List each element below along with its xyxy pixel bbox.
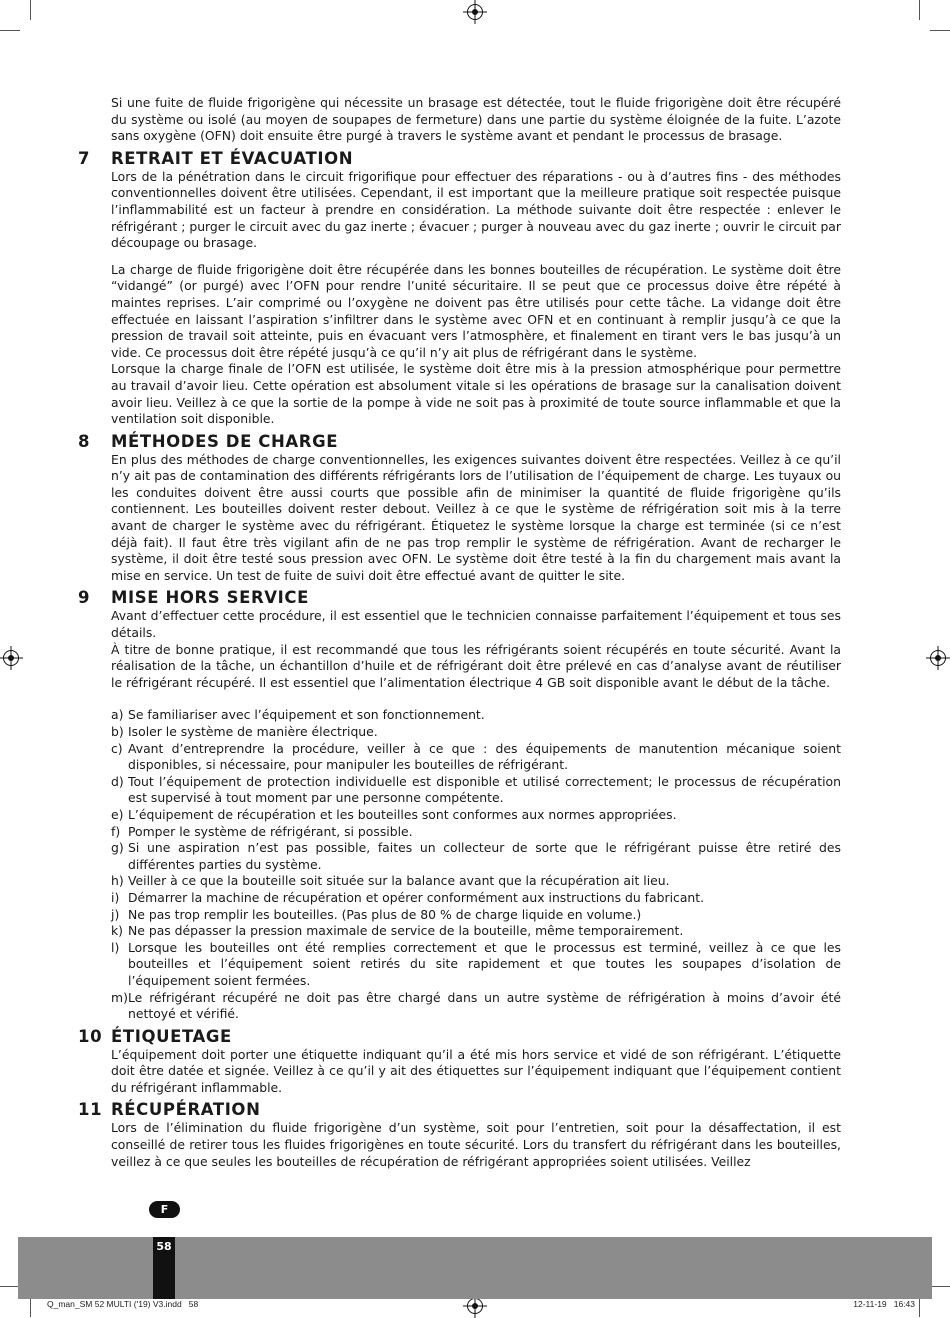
list-marker: l) xyxy=(111,939,120,955)
section-number: 11 xyxy=(78,1100,103,1120)
list-item-text: Ne pas trop remplir les bouteilles. (Pas plus de 80 % de charge liquide en volume.) xyxy=(128,906,642,922)
list-item xyxy=(111,840,841,873)
section-title: ÉTIQUETAGE xyxy=(111,1026,232,1046)
section-title: MÉTHODES DE CHARGE xyxy=(111,431,339,451)
crop-mark xyxy=(919,0,920,20)
section-7-paragraph-2: La charge de fluide frigorigène doit être récupérée dans les bonnes bouteilles de récupération. Le système doit être “vidangé” (or purgé) avec l’OFN pour rendre l’unité sécuritaire. Il se peut que ce processus doive être répété à maintes reprises. L’air comprimé ou l’oxygène ne doivent pas être utilisés pour cette tâche. La vidange doit être effectuée en laissant l’aspiration s’infiltrer dans le système avec OFN et en continuant à remplir jusqu’à ce que la pression de travail soit atteinte, puis en évacuant vers l’atmosphère, et finalement en tirant vers le bas jusqu’à un vide. Ce processus doit être répété jusqu’à ce qu’il n’y ait plus de réfrigérant dans le système. xyxy=(111,261,841,360)
list-marker: j) xyxy=(111,906,120,922)
section-9-paragraph-2: À titre de bonne pratique, il est recommandé que tous les réfrigérants soient récupérés en toute sécurité. Avant la réalisation de la tâche, un échantillon d’huile et de réfrigérant doit être prélevé en cas d’analyse avant de réutiliser le réfrigérant récupéré. Il est essentiel que l’alimentation électrique 4 GB soit disponible avant le début de la tâche. xyxy=(111,641,841,690)
registration-mark-icon xyxy=(3,650,19,666)
list-item xyxy=(111,824,841,841)
list-item xyxy=(111,907,841,924)
list-marker: e) xyxy=(111,806,124,822)
list-item-text: Le réfrigérant récupéré ne doit pas être chargé dans un autre système de réfrigération à moins d’avoir été nettoyé et vérifié. xyxy=(128,989,841,1022)
section-number: 10 xyxy=(78,1026,103,1046)
section-title: MISE HORS SERVICE xyxy=(111,588,309,608)
list-marker: i) xyxy=(111,889,120,905)
list-item-text: Démarrer la machine de récupération et opérer conformément aux instructions du fabricant. xyxy=(128,889,705,905)
list-item-text: Ne pas dépasser la pression maximale de service de la bouteille, même temporairement. xyxy=(128,923,684,939)
list-marker: g) xyxy=(111,840,124,856)
list-marker: k) xyxy=(111,923,124,939)
list-item xyxy=(111,707,841,724)
crop-mark xyxy=(0,30,20,31)
crop-mark xyxy=(30,0,31,20)
page-number: 58 xyxy=(156,1240,172,1253)
section-title: RÉCUPÉRATION xyxy=(111,1100,261,1120)
section-7-paragraph-1: Lors de la pénétration dans le circuit frigorifique pour effectuer des réparations - ou à d’autres fins - des méthodes conventionnelles doivent être utilisées. Cependant, il est important que la meilleure pratique soit respectée puisque l’inflammabilité est un facteur à prendre en considération. La méthode suivante doit être respectée : enlever le réfrigérant ; purger le circuit avec du gaz inerte ; évacuer ; purger à nouveau avec du gaz inerte ; ouvrir le circuit par découpage ou brasage. xyxy=(111,168,841,251)
list-item-text: Avant d’entreprendre la procédure, veiller à ce que : des équipements de manutention mécanique soient disponibles, si nécessaire, pour manipuler les bouteilles de réfrigérant. xyxy=(128,740,841,773)
crop-mark xyxy=(930,1286,950,1287)
section-7-paragraph-3: Lorsque la charge finale de l’OFN est utilisée, le système doit être mis à la pression atmosphérique pour permettre au travail d’avoir lieu. Cette opération est absolument vitale si les opérations de brasage sur la canalisation doivent avoir lieu. Veillez à ce que la sortie de la pompe à vide ne soit pas à proximité de toute source inflammable et que la ventilation soit disponible. xyxy=(111,361,841,427)
crop-mark xyxy=(919,1297,920,1317)
list-item xyxy=(111,940,841,990)
list-item xyxy=(111,873,841,890)
section-heading-11 xyxy=(78,1100,841,1120)
section-heading-7 xyxy=(78,148,841,169)
list-item-text: Isoler le système de manière électrique. xyxy=(128,724,378,739)
list-item-text: Pomper le système de réfrigérant, si possible. xyxy=(128,823,413,839)
list-item-text: Veiller à ce que la bouteille soit située sur la balance avant que la récupération ait lieu. xyxy=(128,873,670,889)
document-body xyxy=(78,95,841,1170)
list-item xyxy=(111,741,841,774)
section-number: 9 xyxy=(78,588,91,608)
section-heading-10 xyxy=(78,1026,841,1047)
list-marker: c) xyxy=(111,740,123,756)
list-marker: h) xyxy=(111,873,124,889)
registration-mark-icon xyxy=(467,1298,483,1314)
list-marker: a) xyxy=(111,707,124,723)
print-slug-timestamp: 12-11-19 16:43 xyxy=(853,1299,915,1309)
list-item xyxy=(111,807,841,824)
list-item-text: L’équipement de récupération et les bouteilles sont conformes aux normes appropriées. xyxy=(128,806,677,822)
list-item xyxy=(111,990,841,1023)
list-item-text: Tout l’équipement de protection individuelle est disponible et utilisé correctement; le processus de récupération est supervisé à tout moment par une personne compétente. xyxy=(128,773,841,806)
crop-mark xyxy=(30,1297,31,1317)
list-item xyxy=(111,923,841,940)
section-9-paragraph-1: Avant d’effectuer cette procédure, il est essentiel que le technicien connaisse parfaitement l’équipement et tous ses détails. xyxy=(111,608,841,641)
list-item xyxy=(111,724,841,741)
step-list xyxy=(111,707,841,1022)
list-item xyxy=(111,774,841,807)
section-heading-8 xyxy=(78,431,841,452)
list-item-text: Lorsque les bouteilles ont été remplies correctement et que le processus est terminé, veillez à ce que les bouteilles et l’équipement soient retirés du site rapidement et que toutes les soupapes d’isolation de l’équipement soient fermées. xyxy=(128,939,841,988)
list-item-text: Si une aspiration n’est pas possible, faites un collecteur de sorte que le réfrigérant puisse être retiré des différentes parties du système. xyxy=(128,840,841,872)
list-marker: d) xyxy=(111,773,124,789)
section-title: RETRAIT ET ÉVACUATION xyxy=(111,148,354,168)
section-number: 7 xyxy=(78,148,91,168)
language-badge: F xyxy=(149,1201,180,1218)
section-10-paragraph-1: L’équipement doit porter une étiquette indiquant qu’il a été mis hors service et vidé de son réfrigérant. L’étiquette doit être datée et signée. Veillez à ce qu’il y ait des étiquettes sur l’équipement indiquant que l’équipement contient du réfrigérant inflammable. xyxy=(111,1046,841,1095)
list-marker: m) xyxy=(111,989,128,1005)
section-number: 8 xyxy=(78,431,91,451)
print-slug-filename: Q_man_SM 52 MULTI ('19) V3.indd 58 xyxy=(47,1299,199,1309)
registration-mark-icon xyxy=(930,650,946,666)
crop-mark xyxy=(930,30,950,31)
registration-mark-icon xyxy=(467,4,483,20)
section-heading-9 xyxy=(78,588,841,608)
list-item xyxy=(111,890,841,907)
section-8-paragraph-1: En plus des méthodes de charge conventionnelles, les exigences suivantes doivent être respectées. Veillez à ce qu’il n’y ait pas de contamination des différents réfrigérants lors de l’utilisation de l’équipement de charge. Les tuyaux ou les conduites doivent être aussi courts que possible afin de minimiser la quantité de fluide frigorigène qu’ils contiennent. Les bouteilles doivent rester debout. Veillez à ce que le système de réfrigération soit mis à la terre avant de charger le système avec du réfrigérant. Étiquetez le système lorsque la charge est terminée (si ce n’est déjà fait). Il faut être très vigilant afin de ne pas trop remplir le système de réfrigération. Avant de recharger le système, il doit être testé sous pression avec OFN. Le système doit être testé à la fin du chargement mais avant la mise en service. Un test de fuite de suivi doit être effectué avant de quitter le site. xyxy=(111,451,841,583)
intro-paragraph: Si une fuite de fluide frigorigène qui nécessite un brasage est détectée, tout le fluide frigorigène doit être récupéré du système ou isolé (au moyen de soupapes de fermeture) dans une partie du système éloignée de la fuite. L’azote sans oxygène (OFN) doit ensuite être purgé à travers le système avant et pendant le processus de brasage. xyxy=(111,95,841,144)
list-marker: b) xyxy=(111,724,124,739)
page-number-tab xyxy=(153,1237,175,1299)
crop-mark xyxy=(0,1286,20,1287)
section-11-paragraph-1: Lors de l’élimination du fluide frigorigène d’un système, soit pour l’entretien, soit pour la désaffectation, il est conseillé de retirer tous les fluides frigorigènes en toute sécurité. Lors du transfert du réfrigérant dans les bouteilles, veillez à ce que seules les bouteilles de récupération de réfrigérant appropriées soient utilisées. Veillez xyxy=(111,1120,841,1169)
list-marker: f) xyxy=(111,823,121,839)
list-item-text: Se familiariser avec l’équipement et son fonctionnement. xyxy=(128,707,485,723)
